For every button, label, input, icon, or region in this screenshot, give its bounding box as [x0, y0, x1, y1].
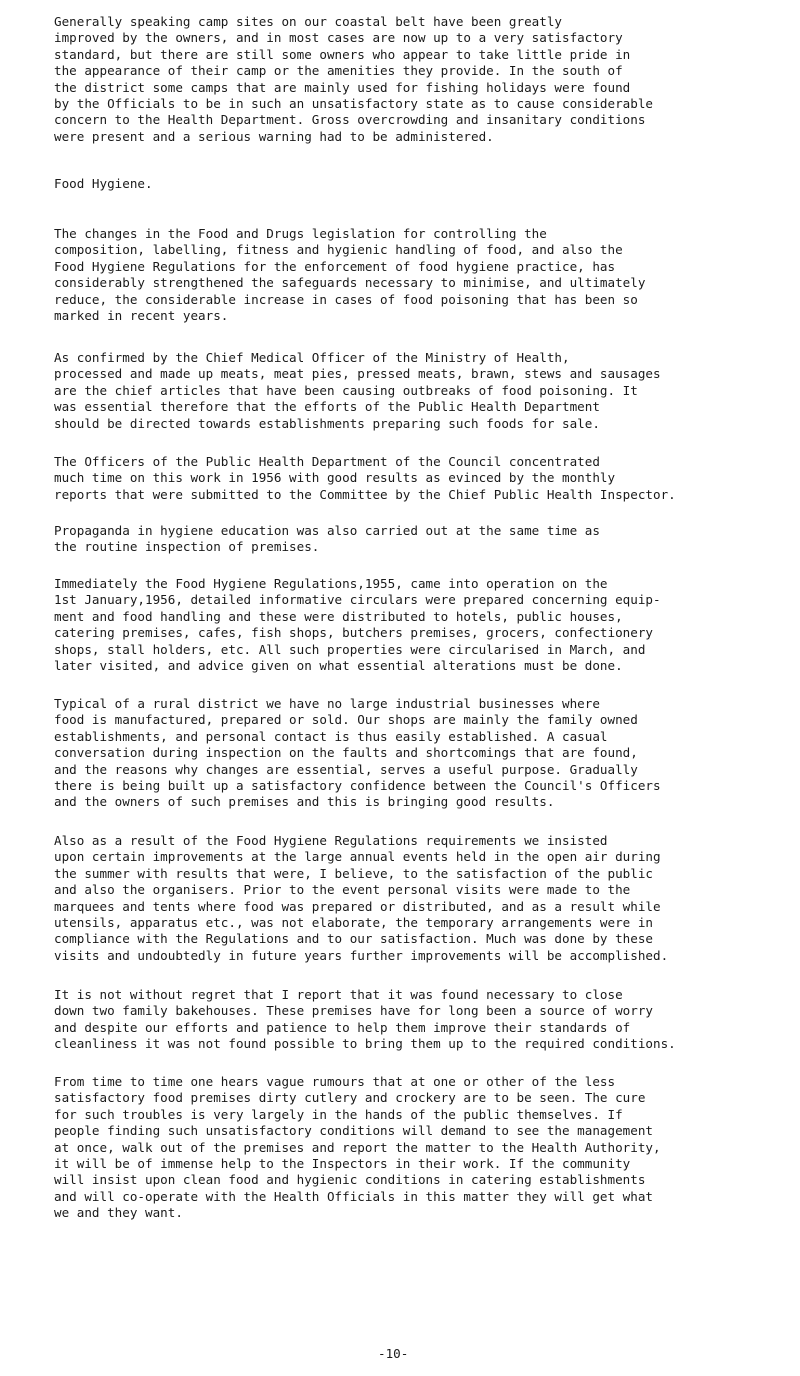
- text-line: visits and undoubtedly in future years further improvements will be accomplished.: [54, 947, 669, 963]
- text-line: people finding such unsatisfactory conditions will demand to see the management: [54, 1123, 653, 1139]
- text-line: The changes in the Food and Drugs legislation for controlling the: [54, 226, 547, 241]
- text-line: there is being built up a satisfactory confidence between the Council's Officers: [54, 778, 661, 794]
- text-line: it will be of immense help to the Inspectors in their work. If the community: [54, 1156, 631, 1172]
- text-line: are the chief articles that have been causing outbreaks of food poisoning. It: [54, 382, 638, 398]
- text-line: catering premises, cafes, fish shops, butchers premises, grocers, confectionery: [54, 625, 653, 641]
- text-line: the summer with results that were, I believe, to the satisfaction of the public: [54, 865, 653, 881]
- text-line: and the reasons why changes are essential, serves a useful purpose. Gradually: [54, 761, 638, 777]
- text-line: cleanliness it was not found possible to bring them up to the required conditions.: [54, 1036, 676, 1052]
- text-line: The Officers of the Public Health Department of the Council concentrated: [54, 454, 600, 469]
- text-line: for such troubles is very largely in the hands of the public themselves. If: [54, 1106, 623, 1122]
- text-line: ment and food handling and these were distributed to hotels, public houses,: [54, 608, 623, 624]
- paragraph: [54, 523, 794, 556]
- text-line: the routine inspection of premises.: [54, 539, 320, 555]
- text-line: establishments, and personal contact is thus easily established. A casual: [54, 728, 608, 744]
- text-line: Also as a result of the Food Hygiene Regulations requirements we insisted: [54, 833, 608, 848]
- text-line: shops, stall holders, etc. All such properties were circularised in March, and: [54, 641, 646, 657]
- text-line: processed and made up meats, meat pies, pressed meats, brawn, stews and sausages: [54, 366, 661, 382]
- text-line: Food Hygiene Regulations for the enforcement of food hygiene practice, has: [54, 258, 616, 274]
- text-line: will insist upon clean food and hygienic conditions in catering establishments: [54, 1172, 646, 1188]
- text-line: and despite our efforts and patience to help them improve their standards of: [54, 1019, 631, 1035]
- text-line: reduce, the considerable increase in cases of food poisoning that has been so: [54, 291, 638, 307]
- text-line: Propaganda in hygiene education was also carried out at the same time as: [54, 523, 600, 538]
- paragraph: [54, 350, 794, 432]
- text-line: later visited, and advice given on what essential alterations must be done.: [54, 658, 623, 674]
- text-line: down two family bakehouses. These premises have for long been a source of worry: [54, 1003, 653, 1019]
- text-line: It is not without regret that I report that it was found necessary to close: [54, 987, 623, 1002]
- text-line: As confirmed by the Chief Medical Officer of the Ministry of Health,: [54, 350, 570, 365]
- text-line: utensils, apparatus etc., was not elaborate, the temporary arrangements were in: [54, 915, 653, 931]
- text-line: Generally speaking camp sites on our coastal belt have been greatly: [54, 14, 562, 29]
- text-line: From time to time one hears vague rumours that at one or other of the less: [54, 1074, 616, 1089]
- text-line: the district some camps that are mainly used for fishing holidays were found: [54, 79, 631, 95]
- text-line: composition, labelling, fitness and hygienic handling of food, and also the: [54, 242, 623, 258]
- text-line: much time on this work in 1956 with good results as evinced by the monthly: [54, 470, 616, 486]
- text-line: satisfactory food premises dirty cutlery and crockery are to be seen. The cure: [54, 1090, 646, 1106]
- text-line: should be directed towards establishments preparing such foods for sale.: [54, 415, 600, 431]
- text-line: reports that were submitted to the Committee by the Chief Public Health Inspector.: [54, 486, 676, 502]
- text-line: and will co-operate with the Health Officials in this matter they will get what: [54, 1188, 653, 1204]
- text-line: considerably strengthened the safeguards necessary to minimise, and ultimately: [54, 275, 646, 291]
- text-line: concern to the Health Department. Gross overcrowding and insanitary conditions: [54, 112, 646, 128]
- paragraph: [54, 576, 794, 674]
- paragraph: [54, 454, 794, 503]
- text-line: marquees and tents where food was prepared or distributed, and as a result while: [54, 898, 661, 914]
- paragraph: [54, 1074, 794, 1222]
- text-line: food is manufactured, prepared or sold. Our shops are mainly the family owned: [54, 712, 638, 728]
- text-line: and the owners of such premises and this is bringing good results.: [54, 794, 555, 810]
- text-line: standard, but there are still some owners who appear to take little pride in: [54, 46, 631, 62]
- text-line: by the Officials to be in such an unsatisfactory state as to cause considerable: [54, 96, 653, 112]
- paragraph: [54, 226, 794, 324]
- section-heading: Food Hygiene.: [54, 176, 153, 191]
- text-line: the appearance of their camp or the amenities they provide. In the south of: [54, 63, 623, 79]
- paragraph: [54, 696, 794, 811]
- text-line: Immediately the Food Hygiene Regulations,1955, came into operation on the: [54, 576, 608, 591]
- intro-paragraph: [54, 14, 794, 145]
- text-line: improved by the owners, and in most cases are now up to a very satisfactory: [54, 30, 623, 46]
- text-line: upon certain improvements at the large annual events held in the open air during: [54, 849, 661, 865]
- text-line: we and they want.: [54, 1205, 183, 1221]
- text-line: were present and a serious warning had to be administered.: [54, 128, 494, 144]
- text-line: compliance with the Regulations and to our satisfaction. Much was done by these: [54, 931, 653, 947]
- text-line: Typical of a rural district we have no large industrial businesses where: [54, 696, 600, 711]
- text-line: marked in recent years.: [54, 308, 229, 324]
- text-line: 1st January,1956, detailed informative circulars were prepared concerning equip-: [54, 592, 661, 608]
- text-line: and also the organisers. Prior to the event personal visits were made to the: [54, 882, 631, 898]
- page-number: -10-: [378, 1346, 409, 1361]
- text-line: conversation during inspection on the faults and shortcomings that are found,: [54, 745, 638, 761]
- paragraph: [54, 987, 794, 1053]
- text-line: at once, walk out of the premises and report the matter to the Health Authority,: [54, 1139, 661, 1155]
- paragraph: [54, 833, 794, 964]
- text-line: was essential therefore that the efforts of the Public Health Department: [54, 399, 600, 415]
